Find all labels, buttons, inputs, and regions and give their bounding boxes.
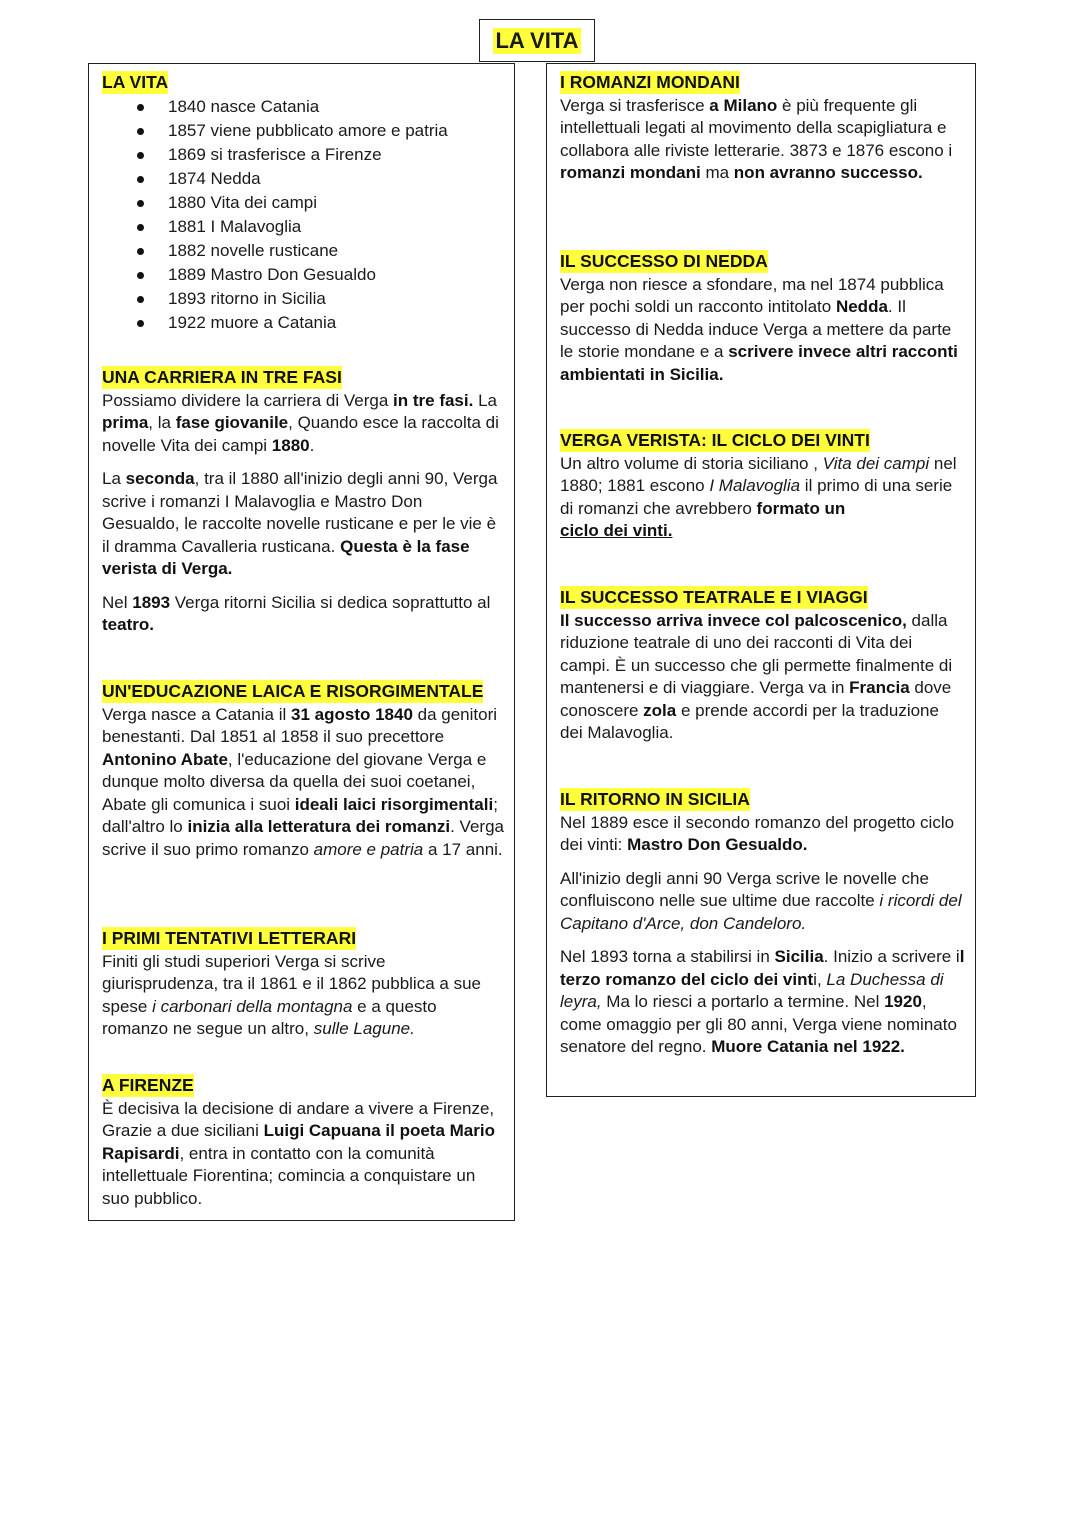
- timeline-item: 1857 viene pubblicato amore e patria: [137, 119, 504, 143]
- section-vita: [102, 71, 504, 335]
- section-heading: I ROMANZI MONDANI: [560, 72, 740, 92]
- paragraph: Verga nasce a Catania il 31 agosto 1840 da genitori benestanti. Dal 1851 al 1858 il suo precettore Antonino Abate, l'educazione del giovane Verga e dunque molto diversa da quella dei suoi coetanei, Abate gli comunica i suoi ideali laici risorgimentali; dall'altro lo inizia alla letteratura dei romanzi. Verga scrive il suo primo romanzo amore e patria a 17 anni.: [102, 704, 504, 859]
- page-title: LA VITA: [495, 27, 579, 53]
- paragraph: Possiamo dividere la carriera di Verga in tre fasi. La prima, la fase giovanile, Quando esce la raccolta di novelle Vita dei campi 1880.: [102, 390, 499, 455]
- timeline-list: [102, 95, 504, 335]
- section-ritorno: [560, 788, 965, 1059]
- section-heading: IL SUCCESSO TEATRALE E I VIAGGI: [560, 587, 868, 607]
- paragraph: Finiti gli studi superiori Verga si scrive giurisprudenza, tra il 1861 e il 1862 pubblica a sue spese i carbonari della montagna e a questo romanzo ne segue un altro, sulle Lagune.: [102, 951, 481, 1038]
- section-heading: LA VITA: [102, 72, 169, 92]
- paragraph: Verga non riesce a sfondare, ma nel 1874 pubblica per pochi soldi un racconto intitolato Nedda. Il successo di Nedda induce Verga a mettere da parte le storie mondane e a scrivere invece altri racconti ambientati in Sicilia.: [560, 274, 958, 384]
- paragraph: Nel 1893 torna a stabilirsi in Sicilia. Inizio a scrivere il terzo romanzo del ciclo dei vinti, La Duchessa di leyra, Ma lo riesci a portarlo a termine. Nel 1920, come omaggio per gli 80 anni, Verga viene nominato senatore del regno. Muore Catania nel 1922.: [560, 947, 965, 1056]
- paragraph: È decisiva la decisione di andare a vivere a Firenze, Grazie a due siciliani Luigi Capuana il poeta Mario Rapisardi, entra in contatto con la comunità intellettuale Fiorentina; comincia a conquistare un suo pubblico.: [102, 1098, 495, 1208]
- section-firenze: [102, 1074, 504, 1210]
- paragraph: Un altro volume di storia siciliano , Vita dei campi nel 1880; 1881 escono I Malavoglia il primo di una serie di romanzi che avrebbero formato un ciclo dei vinti.: [560, 453, 957, 540]
- section-heading: UNA CARRIERA IN TRE FASI: [102, 367, 342, 387]
- section-nedda: [560, 250, 965, 386]
- page-title-box: [479, 19, 595, 62]
- section-heading: A FIRENZE: [102, 1075, 194, 1095]
- section-teatrale: [560, 586, 965, 745]
- timeline-item: 1922 muore a Catania: [137, 311, 504, 335]
- section-heading: UN'EDUCAZIONE LAICA E RISORGIMENTALE: [102, 681, 484, 701]
- section-mondani: [560, 71, 965, 185]
- paragraph: Il successo arriva invece col palcoscenico, dalla riduzione teatrale di uno dei racconti di Vita dei campi. È un successo che gli permette finalmente di mantenersi e di viaggiare. Verga va in Francia dove conoscere zola e prende accordi per la traduzione dei Malavoglia.: [560, 610, 953, 742]
- paragraph: Nel 1889 esce il secondo romanzo del progetto ciclo dei vinti: Mastro Don Gesualdo.: [560, 812, 955, 854]
- section-carriera: [102, 366, 504, 637]
- section-heading: I PRIMI TENTATIVI LETTERARI: [102, 928, 357, 948]
- timeline-item: 1882 novelle rusticane: [137, 239, 504, 263]
- section-heading: VERGA VERISTA: IL CICLO DEI VINTI: [560, 430, 870, 450]
- timeline-item: 1874 Nedda: [137, 167, 504, 191]
- section-tentativi: [102, 927, 504, 1041]
- timeline-item: 1840 nasce Catania: [137, 95, 504, 119]
- left-column: [88, 63, 515, 1221]
- timeline-item: 1880 Vita dei campi: [137, 191, 504, 215]
- section-verista: [560, 429, 965, 543]
- timeline-item: 1881 I Malavoglia: [137, 215, 504, 239]
- timeline-item: 1889 Mastro Don Gesualdo: [137, 263, 504, 287]
- timeline-item: 1893 ritorno in Sicilia: [137, 287, 504, 311]
- paragraph: Verga si trasferisce a Milano è più frequente gli intellettuali legati al movimento della scapigliatura e collabora alle riviste letterarie. 3873 e 1876 escono i romanzi mondani ma non avranno successo.: [560, 95, 953, 182]
- paragraph: Nel 1893 Verga ritorni Sicilia si dedica soprattutto al teatro.: [102, 592, 491, 634]
- section-heading: IL SUCCESSO DI NEDDA: [560, 251, 768, 271]
- section-heading: IL RITORNO IN SICILIA: [560, 789, 750, 809]
- paragraph: All'inizio degli anni 90 Verga scrive le novelle che confluiscono nelle sue ultime due raccolte i ricordi del Capitano d'Arce, don Candeloro.: [560, 868, 962, 933]
- paragraph: La seconda, tra il 1880 all'inizio degli anni 90, Verga scrive i romanzi I Malavoglia e Mastro Don Gesualdo, le raccolte novelle rusticane e per le vie è il dramma Cavalleria rusticana. Questa è la fase verista di Verga.: [102, 469, 498, 578]
- right-column: [546, 63, 976, 1097]
- timeline-item: 1869 si trasferisce a Firenze: [137, 143, 504, 167]
- section-educazione: [102, 680, 504, 861]
